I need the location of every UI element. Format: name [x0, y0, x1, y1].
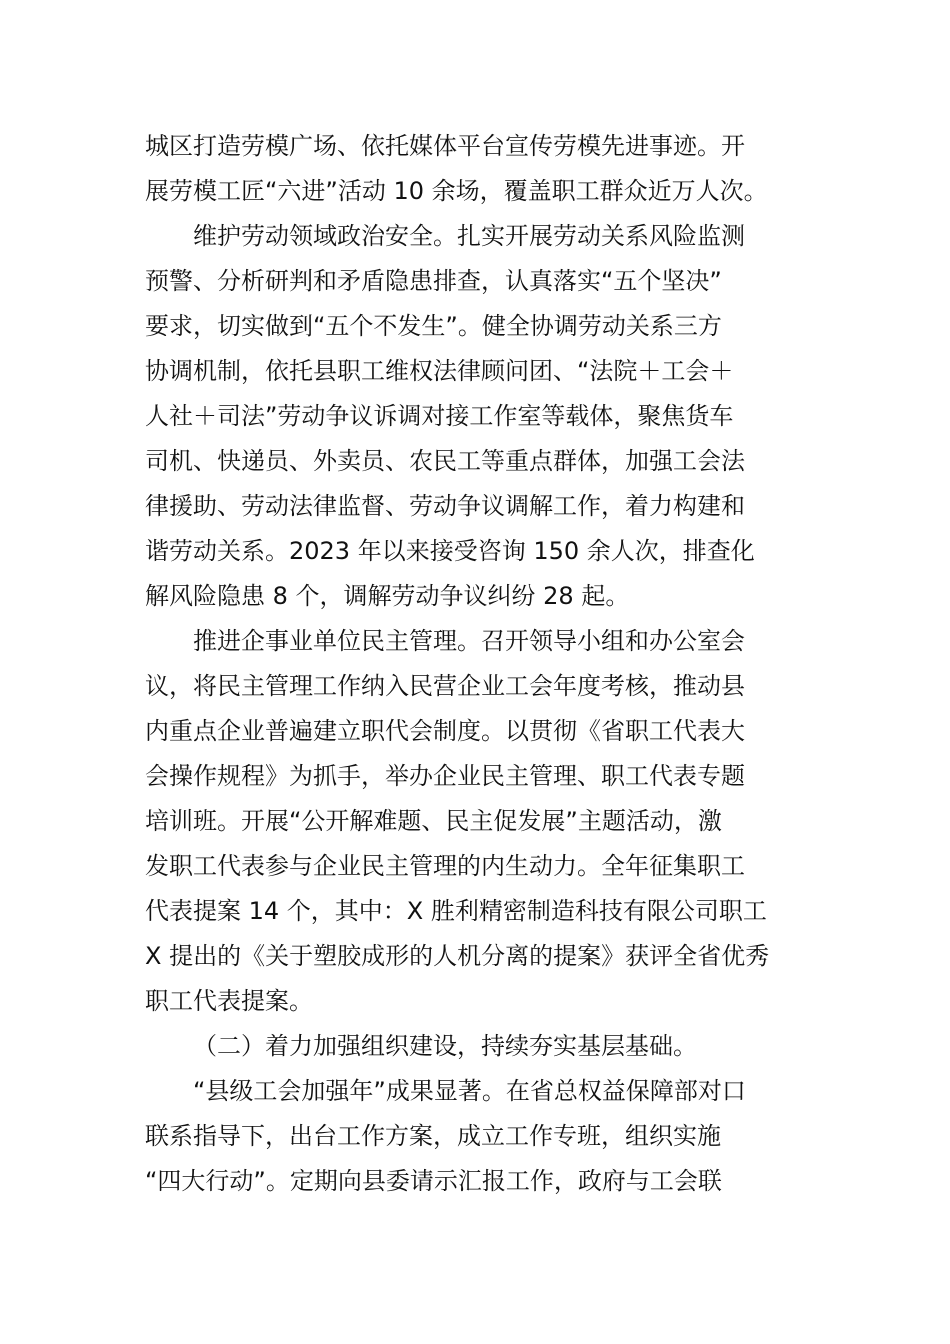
text-line: 解风险隐患 8 个，调解劳动争议纠纷 28 起。 [145, 582, 630, 610]
text-line: 联系指导下，出台工作方案，成立工作专班，组织实施 [145, 1122, 721, 1150]
text-line: 推进企事业单位民主管理。召开领导小组和办公室会 [193, 627, 745, 655]
text-line: 职工代表提案。 [145, 987, 313, 1015]
text-line: 发职工代表参与企业民主管理的内生动力。全年征集职工 [145, 852, 745, 880]
text-line: 维护劳动领域政治安全。扎实开展劳动关系风险监测 [193, 222, 745, 250]
text-line: 会操作规程》为抓手，举办企业民主管理、职工代表专题 [145, 762, 745, 790]
section-heading-organization [145, 1024, 825, 1069]
text-line: 要求，切实做到“五个不发生”。健全协调劳动关系三方 [145, 312, 722, 340]
text-line: 展劳模工匠“六进”活动 10 余场，覆盖职工群众近万人次。 [145, 177, 768, 205]
paragraph-county-union-strengthening [145, 1069, 825, 1204]
text-line: 议，将民主管理工作纳入民营企业工会年度考核，推动县 [145, 672, 745, 700]
paragraph-political-security [145, 214, 825, 619]
text-line: 人社＋司法”劳动争议诉调对接工作室等载体，聚焦货车 [145, 402, 734, 430]
paragraph-labor-model-promotion [145, 124, 825, 214]
text-line: 培训班。开展“公开解难题、民主促发展”主题活动，激 [145, 807, 722, 835]
text-line: 司机、快递员、外卖员、农民工等重点群体，加强工会法 [145, 447, 745, 475]
text-line: 城区打造劳模广场、依托媒体平台宣传劳模先进事迹。开 [145, 132, 745, 160]
text-line: 预警、分析研判和矛盾隐患排查，认真落实“五个坚决” [145, 267, 722, 295]
text-line: 律援助、劳动法律监督、劳动争议调解工作，着力构建和 [145, 492, 745, 520]
text-line: 代表提案 14 个，其中：X 胜利精密制造科技有限公司职工 [145, 897, 767, 925]
paragraph-democratic-management [145, 619, 825, 1024]
text-line: 协调机制，依托县职工维权法律顾问团、“法院＋工会＋ [145, 357, 734, 385]
text-line: “四大行动”。定期向县委请示汇报工作，政府与工会联 [145, 1167, 722, 1195]
section-heading: （二）着力加强组织建设，持续夯实基层基础。 [193, 1032, 697, 1060]
text-line: “县级工会加强年”成果显著。在省总权益保障部对口 [193, 1077, 746, 1105]
text-line: X 提出的《关于塑胶成形的人机分离的提案》获评全省优秀 [145, 942, 770, 970]
text-line: 谐劳动关系。2023 年以来接受咨询 150 余人次，排查化 [145, 537, 755, 565]
document-body [145, 124, 825, 1204]
text-line: 内重点企业普遍建立职代会制度。以贯彻《省职工代表大 [145, 717, 745, 745]
